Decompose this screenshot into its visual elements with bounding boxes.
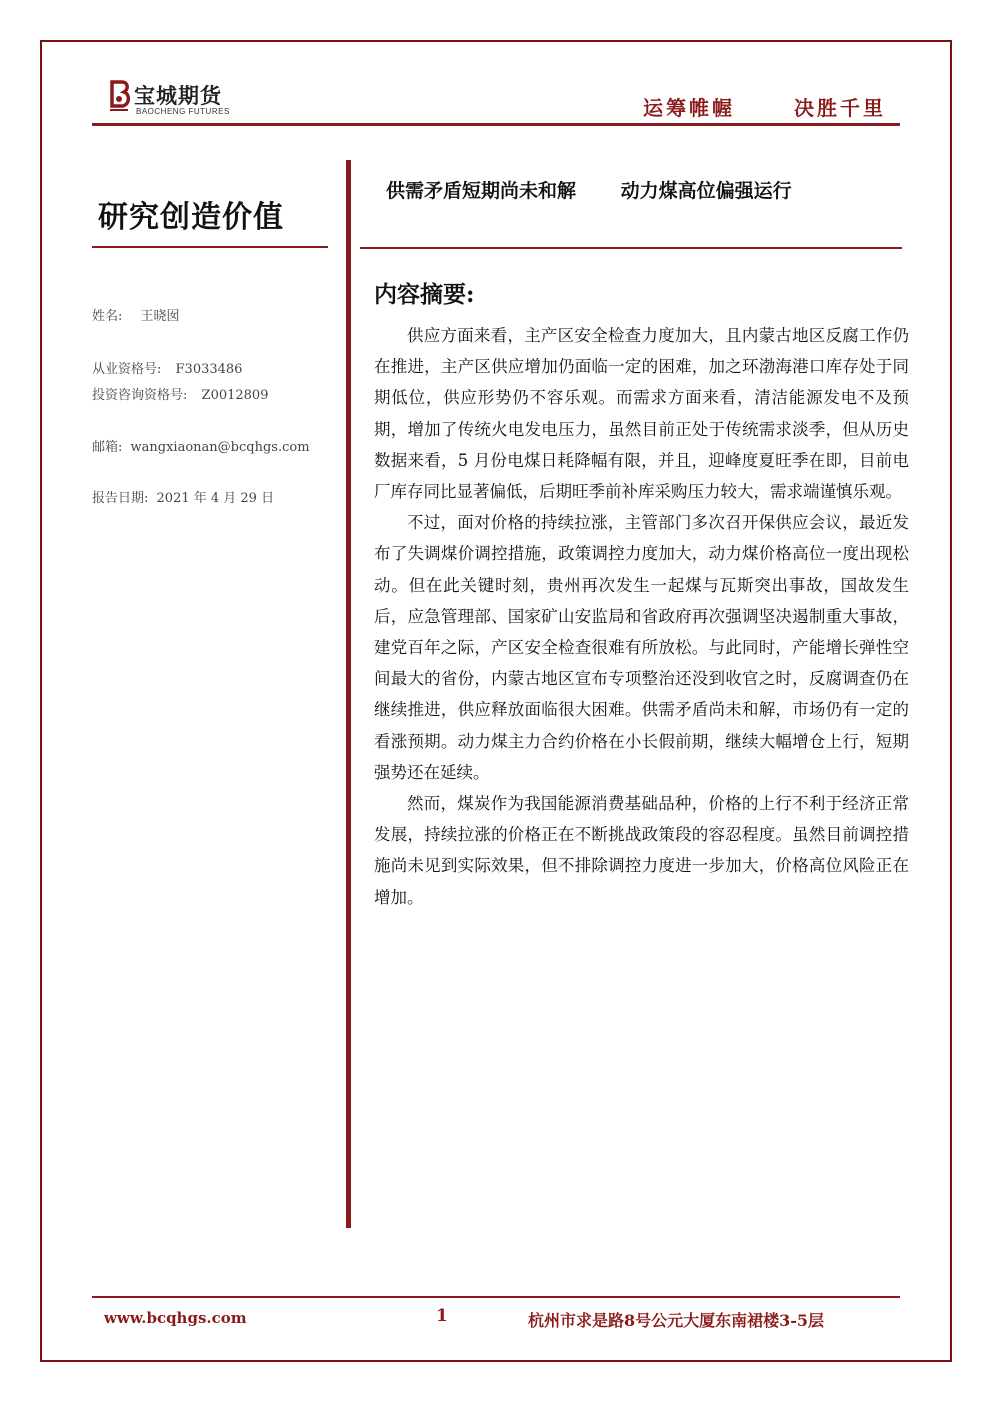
slogan-right: 决胜千里 xyxy=(794,96,886,120)
report-title-part2: 动力煤高位偏强运行 xyxy=(620,180,792,202)
logo-name-en: BAOCHENG FUTURES xyxy=(136,107,230,116)
footer-address: 杭州市求是路8号公元大厦东南裙楼3-5层 xyxy=(528,1311,825,1330)
report-title xyxy=(386,176,792,203)
slogan-left: 运筹帷幄 xyxy=(643,96,735,120)
page-number: 1 xyxy=(436,1306,448,1326)
consult-value: Z0012809 xyxy=(201,388,269,403)
footer-website: www.bcqhgs.com xyxy=(104,1309,247,1327)
email-value: wangxiaonan@bcqhgs.com xyxy=(130,440,310,455)
cert-value: F3033486 xyxy=(175,362,243,377)
company-logo xyxy=(106,80,246,122)
name-label: 姓名: xyxy=(92,309,123,324)
logo-name-cn: 宝城期货 xyxy=(134,83,222,108)
name-value: 王晓囡 xyxy=(140,309,180,324)
summary-heading: 内容摘要: xyxy=(374,281,475,308)
report-title-part1: 供需矛盾短期尚未和解 xyxy=(386,180,577,202)
email-label: 邮箱: xyxy=(92,440,123,455)
consult-number xyxy=(92,384,268,403)
summary-paragraph: 供应方面来看，主产区安全检查力度加大，且内蒙古地区反腐工作仍在推进，主产区供应增加仍面临一定的困难，加之环渤海港口库存处于同期低位，供应形势仍不容乐观。而需求方面来看，清洁能源发电不及预期，增加了传统火电发电压力，虽然目前正处于传统需求淡季，但从历史数据来看，5 月份电煤日耗降幅有限，并且，迎峰度夏旺季在即，目前电厂库存同比显著偏低，后期旺季前补库采购压力较大，需求端谨慎乐观。 xyxy=(374,326,909,502)
footer-divider xyxy=(92,1296,900,1298)
logo-mark-icon xyxy=(106,80,132,114)
summary-paragraph: 不过，面对价格的持续拉涨，主管部门多次召开保供应会议，最近发布了失调煤价调控措施，政策调控力度加大，动力煤价格高位一度出现松动。但在此关键时刻，贵州再次发生一起煤与瓦斯突出事故，国故发生后，应急管理部、国家矿山安监局和省政府再次强调坚决遏制重大事故，建党百年之际，产区安全检查很难有所放松。与此同时，产能增长弹性空间最大的省份，内蒙古地区宣布专项整治还没到收官之时，反腐调查仍在继续推进，供应释放面临很大困难。供需矛盾尚未和解，市场仍有一定的看涨预期。动力煤主力合约价格在小长假前期，继续大幅增仓上行，短期强势还在延续。 xyxy=(374,513,909,782)
date-label: 报告日期: xyxy=(92,491,149,506)
column-divider xyxy=(346,160,351,1228)
email xyxy=(92,436,310,455)
report-date xyxy=(92,487,274,506)
analyst-name xyxy=(92,305,180,324)
summary-paragraph: 然而，煤炭作为我国能源消费基础品种，价格的上行不利于经济正常发展，持续拉涨的价格正在不断挑战政策段的容忍程度。虽然目前调控措施尚未见到实际效果，但不排除调控力度进一步加大，价格高位风险正在增加。 xyxy=(374,794,909,907)
cert-label: 从业资格号: xyxy=(92,362,162,377)
summary-body xyxy=(374,320,909,913)
header-divider xyxy=(92,123,900,126)
motto: 研究创造价值 xyxy=(98,200,284,235)
title-divider xyxy=(360,247,902,249)
motto-divider xyxy=(92,246,328,248)
cert-number xyxy=(92,358,242,377)
date-value: 2021 年 4 月 29 日 xyxy=(156,491,275,506)
consult-label: 投资咨询资格号: xyxy=(92,388,188,403)
